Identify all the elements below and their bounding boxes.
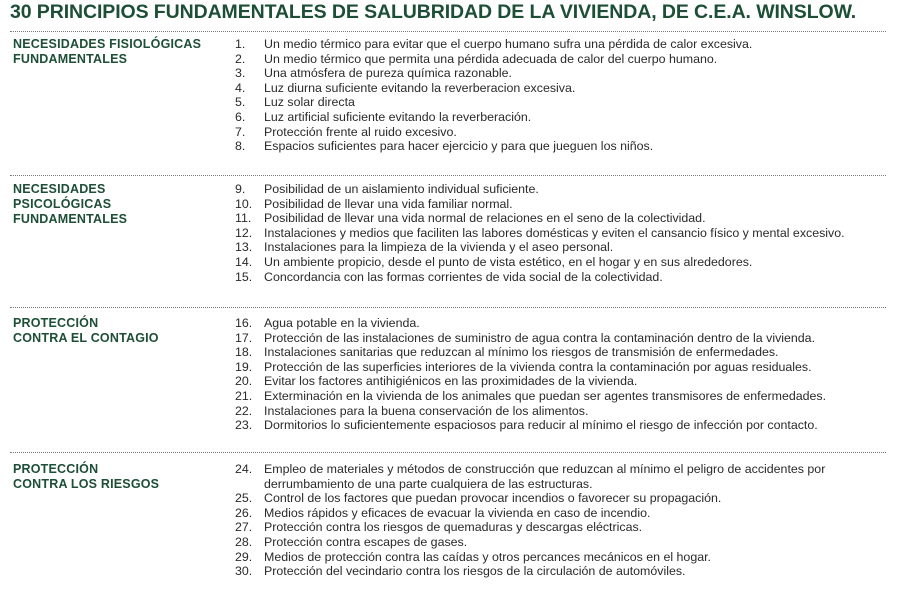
item-number: 8. [235, 139, 246, 154]
list-item [235, 316, 890, 331]
item-number: 25. [235, 491, 253, 506]
item-text: Luz diurna suficiente evitando la reverberacion excesiva. [264, 80, 576, 95]
item-number: 11. [235, 211, 252, 226]
section-heading-line: FUNDAMENTALES [13, 52, 128, 66]
item-number: 20. [235, 374, 253, 389]
page-title: 30 PRINCIPIOS FUNDAMENTALES DE SALUBRIDAD DE LA VIVIENDA, DE C.E.A. WINSLOW. [10, 1, 857, 23]
item-number: 16. [235, 316, 253, 330]
item-text: Protección de las superficies interiores de la vivienda contra la contaminación por aguas residuales. [264, 359, 812, 374]
item-number: 5. [235, 95, 246, 110]
section-heading-line: NECESIDADES [13, 182, 106, 196]
list-item [235, 52, 890, 67]
list-item [235, 226, 890, 241]
item-number: 1. [235, 37, 246, 51]
list-item [235, 110, 890, 125]
item-text: Luz solar directa [264, 95, 355, 110]
item-number: 10. [235, 196, 253, 211]
separator [10, 175, 886, 176]
item-text: Un ambiente propicio, desde el punto de vista estético, en el hogar y en sus alrededores. [264, 254, 753, 269]
separator [10, 307, 886, 308]
list-item [235, 535, 890, 550]
item-text: Espacios suficientes para hacer ejercicio y para que jueguen los niños. [264, 139, 654, 154]
item-number: 7. [235, 124, 246, 139]
item-number: 15. [235, 269, 253, 284]
item-number: 12. [235, 225, 253, 240]
item-text: Medios rápidos y eficaces de evacuar la vivienda en caso de incendio. [264, 505, 651, 520]
item-text: Empleo de materiales y métodos de construcción que reduzcan al mínimo el peligro de accidentes por derrumbamiento de una parte cualquiera de las estructuras. [264, 462, 826, 491]
item-number: 2. [235, 51, 246, 66]
item-text: Medios de protección contra las caídas y otros percances mecánicos en el hogar. [264, 549, 711, 564]
item-number: 24. [235, 462, 253, 476]
section-heading-line: PSICOLÓGICAS [13, 197, 112, 211]
item-text: Concordancia con las formas corrientes de vida social de la colectividad. [264, 269, 663, 284]
item-text: Agua potable en la vivienda. [264, 316, 420, 330]
item-number: 3. [235, 66, 246, 81]
item-text: Posibilidad de un aislamiento individual suficiente. [264, 182, 539, 196]
item-text: Instalaciones para la limpieza de la vivienda y el aseo personal. [264, 240, 614, 255]
item-number: 18. [235, 345, 253, 360]
item-text: Luz artificial suficiente evitando la reverberación. [264, 109, 532, 124]
item-number: 28. [235, 534, 253, 549]
item-text: Protección contra escapes de gases. [264, 534, 468, 549]
section-heading [13, 462, 228, 492]
list-item [235, 66, 890, 81]
item-text: Protección frente al ruido excesivo. [264, 124, 457, 139]
section-heading [13, 316, 228, 346]
list-item [235, 331, 890, 346]
section-heading-line: FUNDAMENTALES [13, 212, 128, 226]
list-item [235, 404, 890, 419]
section-heading-line: CONTRA LOS RIESGOS [13, 477, 160, 491]
item-number: 19. [235, 359, 253, 374]
list-item [235, 374, 890, 389]
item-text: Protección del vecindario contra los riesgos de la circulación de automóviles. [264, 564, 686, 579]
principles-list [235, 37, 890, 154]
principles-list [235, 316, 890, 433]
list-item [235, 139, 890, 154]
item-text: Instalaciones y medios que faciliten las labores domésticas y eviten el cansancio físico y mental excesivo. [264, 225, 845, 240]
section-heading [13, 182, 228, 227]
section-heading-line: CONTRA EL CONTAGIO [13, 331, 159, 345]
list-item [235, 345, 890, 360]
item-number: 14. [235, 254, 253, 269]
list-item [235, 418, 890, 433]
item-text: Control de los factores que puedan provocar incendios o favorecer su propagación. [264, 491, 722, 506]
list-item [235, 506, 890, 521]
list-item [235, 95, 890, 110]
item-number: 30. [235, 564, 253, 579]
list-item [235, 462, 890, 491]
list-item [235, 360, 890, 375]
section-heading-line: PROTECCIÓN [13, 462, 99, 476]
list-item [235, 491, 890, 506]
principles-list [235, 182, 890, 284]
list-item [235, 125, 890, 140]
item-number: 9. [235, 182, 246, 196]
item-text: Un medio térmico para evitar que el cuerpo humano sufra una pérdida de calor excesiva. [264, 37, 753, 51]
item-number: 29. [235, 549, 253, 564]
list-item [235, 520, 890, 535]
item-text: Posibilidad de llevar una vida familiar normal. [264, 196, 513, 211]
principles-list [235, 462, 890, 579]
section-heading [13, 37, 228, 67]
list-item [235, 270, 890, 285]
list-item [235, 211, 890, 226]
list-item [235, 550, 890, 565]
item-text: Exterminación en la vivienda de los animales que puedan ser agentes transmisores de enfermedades. [264, 388, 827, 403]
item-text: Un medio térmico que permita una pérdida adecuada de calor del cuerpo humano. [264, 51, 718, 66]
separator [10, 452, 886, 453]
list-item [235, 81, 890, 96]
item-number: 17. [235, 330, 253, 345]
list-item [235, 182, 890, 197]
item-number: 21. [235, 388, 253, 403]
item-text: Posibilidad de llevar una vida normal de relaciones en el seno de la colectividad. [264, 211, 706, 226]
item-text: Dormitorios lo suficientemente espaciosos para reducir al mínimo el riesgo de infección por contacto. [264, 418, 818, 433]
separator [10, 31, 886, 32]
item-text: Evitar los factores antihigiénicos en las proximidades de la vivienda. [264, 374, 638, 389]
section-heading-line: NECESIDADES FISIOLÓGICAS [13, 37, 202, 51]
item-number: 4. [235, 80, 246, 95]
item-number: 27. [235, 520, 253, 535]
item-number: 22. [235, 403, 253, 418]
item-text: Una atmósfera de pureza química razonable. [264, 66, 512, 81]
list-item [235, 255, 890, 270]
section-heading-line: PROTECCIÓN [13, 316, 99, 330]
item-text: Protección de las instalaciones de suministro de agua contra la contaminación dentro de la vivienda. [264, 330, 816, 345]
item-number: 23. [235, 418, 253, 433]
list-item [235, 389, 890, 404]
item-text: Protección contra los riesgos de quemaduras y descargas eléctricas. [264, 520, 643, 535]
item-number: 6. [235, 109, 246, 124]
list-item [235, 37, 890, 52]
item-text: Instalaciones sanitarias que reduzcan al mínimo los riesgos de transmisión de enfermedades. [264, 345, 779, 360]
item-number: 13. [235, 240, 253, 255]
list-item [235, 564, 890, 579]
list-item [235, 240, 890, 255]
item-number: 26. [235, 505, 253, 520]
list-item [235, 197, 890, 212]
item-text: Instalaciones para la buena conservación de los alimentos. [264, 403, 589, 418]
